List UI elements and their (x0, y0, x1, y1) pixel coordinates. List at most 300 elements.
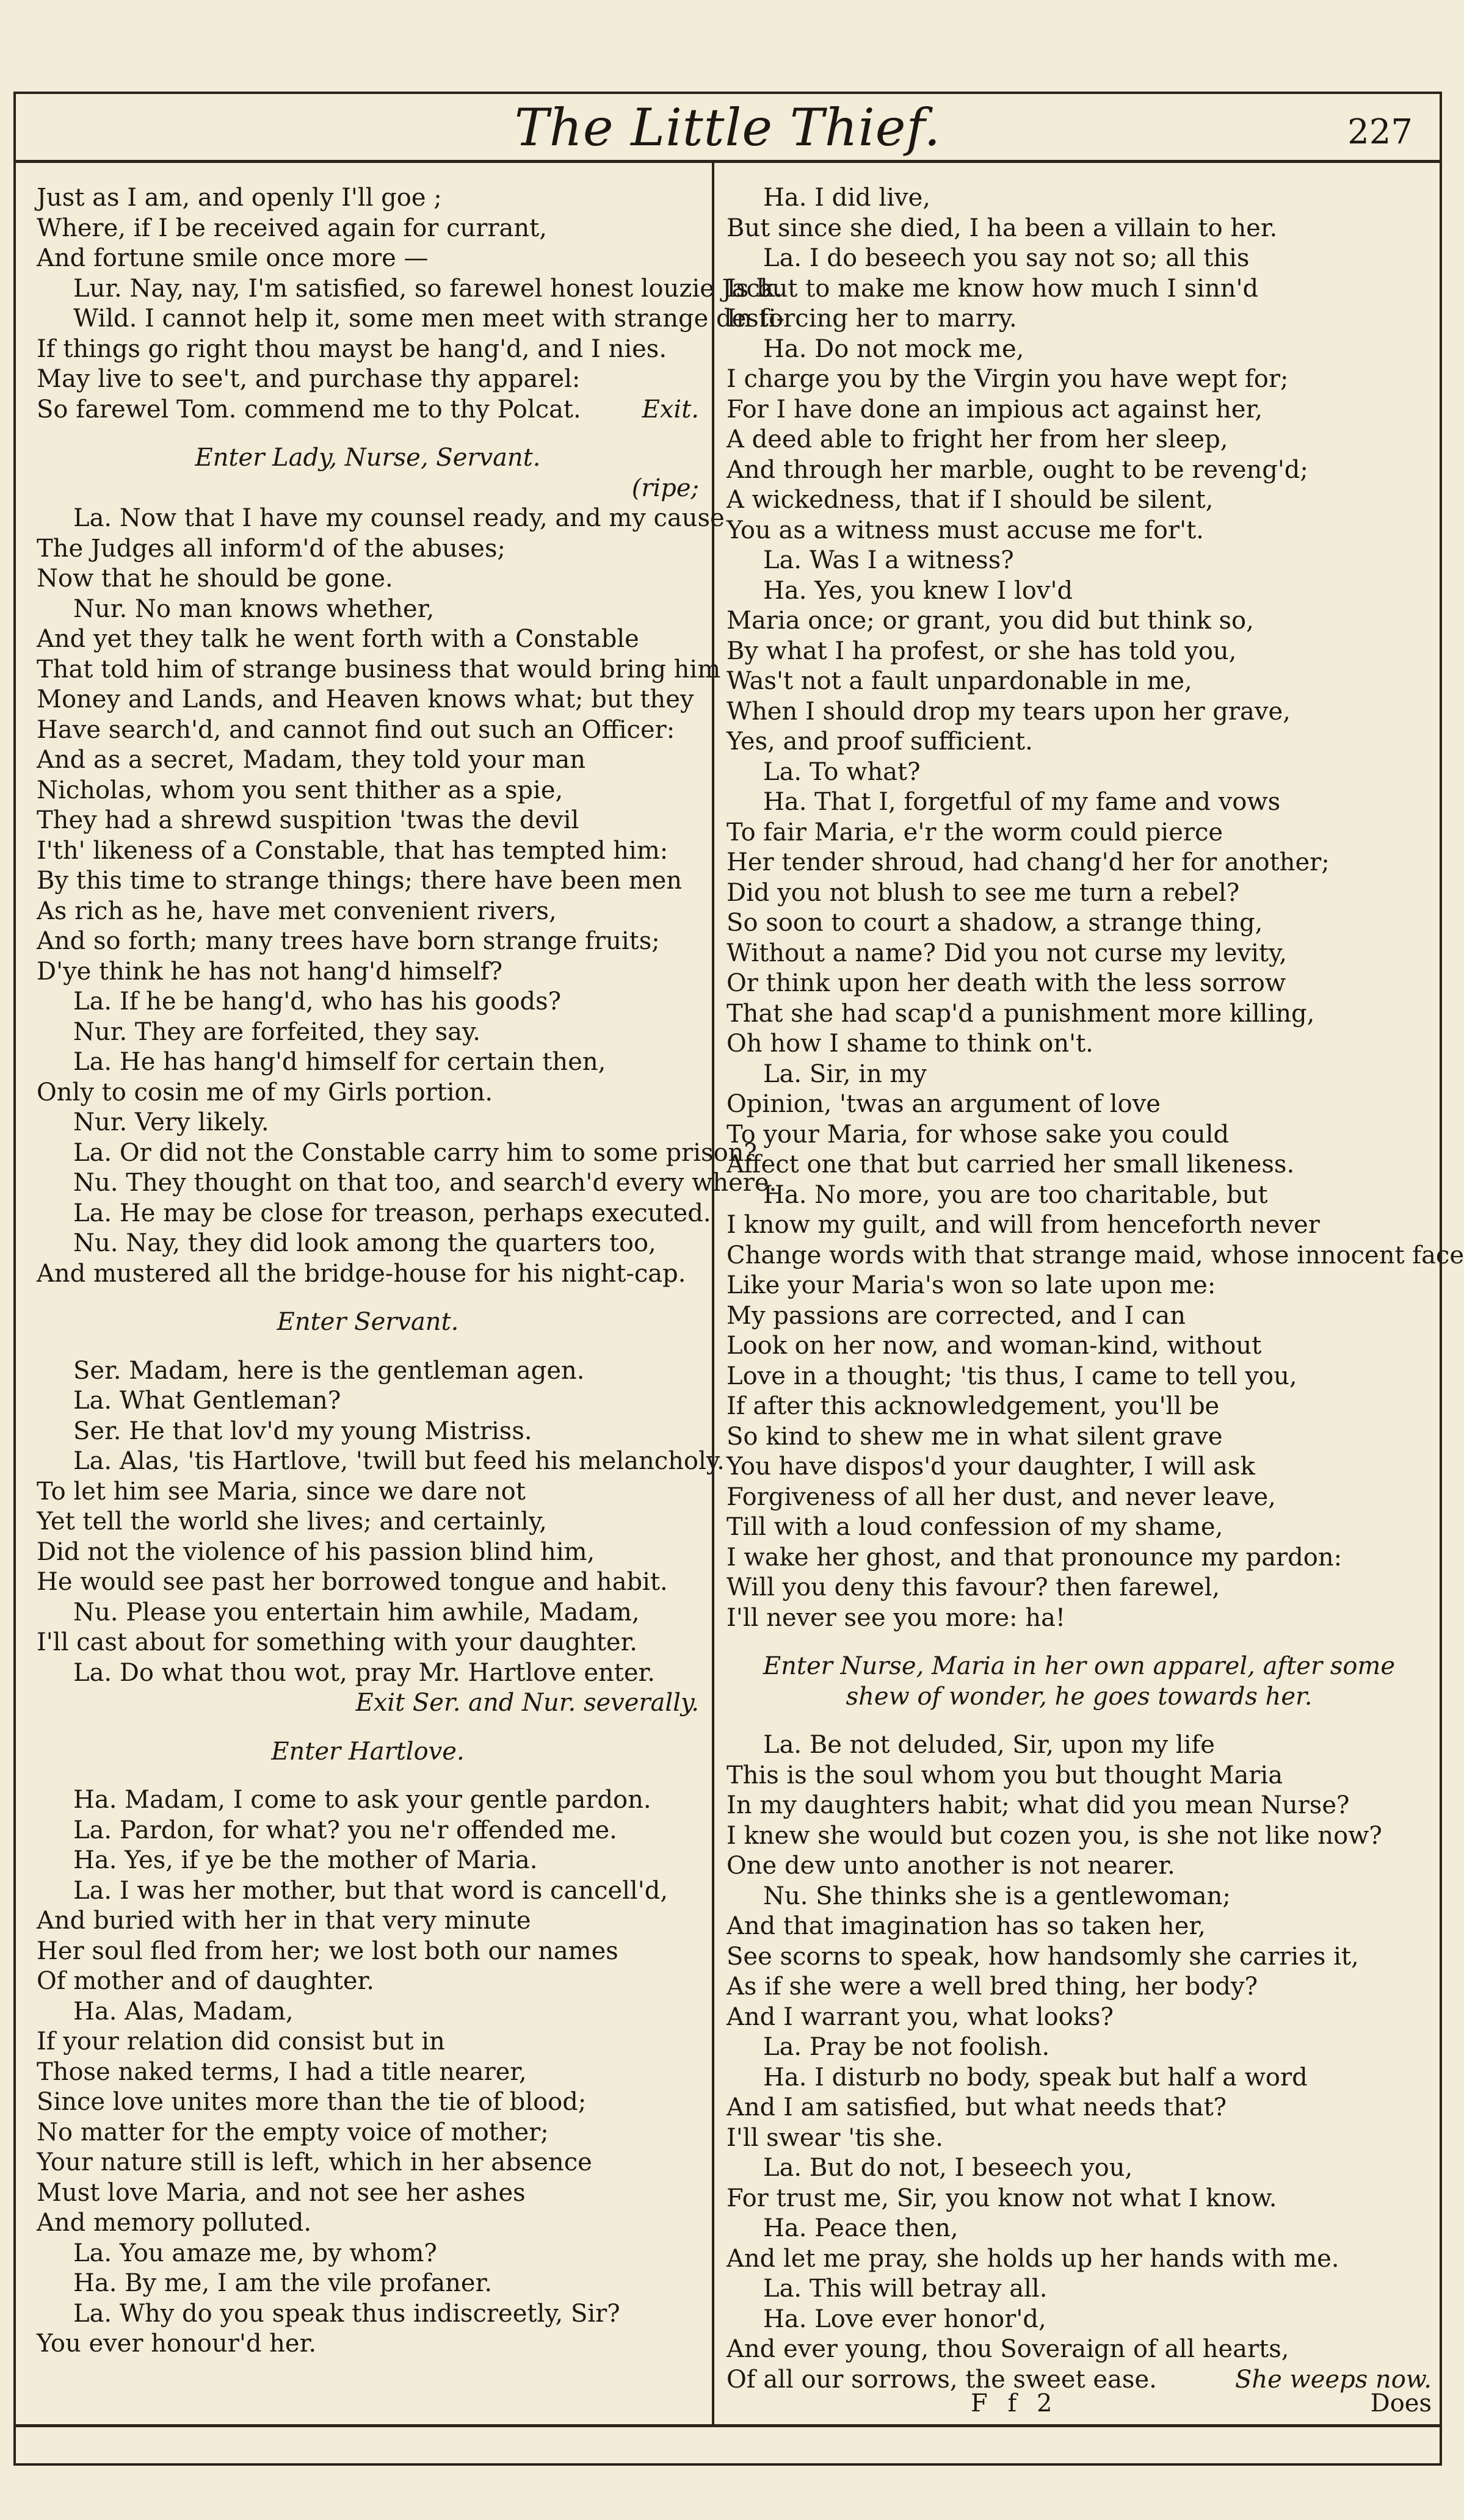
text-line (37, 1997, 699, 2027)
stage-direction-right: She weeps now. (1234, 2365, 1432, 2394)
line-text: Ser. He that lov'd my young Mistriss. (73, 1417, 532, 1445)
text-line (37, 1386, 699, 1417)
line-text: And memory polluted. (37, 2209, 312, 2237)
line-text: I charge you by the Virgin you have wept for; (727, 365, 1289, 393)
text-line (37, 1785, 699, 1816)
line-text: Money and Lands, and Heaven knows what; but they (37, 685, 694, 713)
line-text: La. Alas, 'tis Hartlove, 'twill but feed his melancholy. (73, 1447, 725, 1475)
line-text: La. You amaze me, by whom? (73, 2239, 437, 2267)
text-line (727, 1422, 1432, 1453)
text-line (727, 1512, 1432, 1543)
line-text: And through her marble, ought to be reveng'd; (727, 455, 1308, 484)
text-line (37, 395, 699, 425)
line-text: In forcing her to marry. (727, 305, 1017, 333)
text-line (37, 2239, 699, 2269)
line-text: Like your Maria's won so late upon me: (727, 1271, 1216, 1299)
line-text: Have search'd, and cannot find out such an Officer: (37, 715, 675, 744)
line-text: And mustered all the bridge-house for his night-cap. (37, 1259, 686, 1288)
text-line (727, 1180, 1432, 1211)
text-line (727, 1972, 1432, 2002)
line-text: You have dispos'd your daughter, I will ask (727, 1453, 1255, 1481)
text-line (727, 939, 1432, 969)
text-line (37, 715, 699, 746)
text-line (727, 1603, 1432, 1634)
line-text: Where, if I be received again for currant, (37, 214, 547, 242)
line-text: Just as I am, and openly I'll goe ; (37, 184, 442, 212)
line-text: And let me pray, she holds up her hands with me. (727, 2244, 1339, 2273)
running-title: The Little Thief. (514, 98, 941, 157)
text-line (37, 1966, 699, 1997)
line-text: Ha. That I, forgetful of my fame and vows (763, 788, 1281, 816)
line-text: Ha. By me, I am the vile profaner. (73, 2269, 493, 2297)
line-text: I'll never see you more: ha! (727, 1603, 1066, 1632)
text-line (37, 534, 699, 565)
line-text: La. I was her mother, but that word is cancell'd, (73, 1876, 669, 1905)
page-footer (727, 2389, 1432, 2420)
line-text: La. Pardon, for what? you ne'r offended me. (73, 1816, 617, 1844)
line-text: To your Maria, for whose sake you could (727, 1120, 1230, 1149)
line-text: And as a secret, Madam, they told your man (37, 746, 586, 774)
line-text: Ha. Do not mock me, (763, 334, 1024, 363)
line-text: I'll cast about for something with your daughter. (37, 1628, 638, 1656)
line-text: Your nature still is left, which in her absence (37, 2148, 592, 2176)
text-line (727, 1821, 1432, 1852)
line-text: But since she died, I ha been a villain to her. (727, 214, 1278, 242)
line-text: My passions are corrected, and I can (727, 1301, 1186, 1330)
text-line (37, 1229, 699, 1259)
text-line (37, 2027, 699, 2057)
line-text: Ha. Yes, if ye be the mother of Maria. (73, 1846, 538, 1874)
text-line (727, 1942, 1432, 1973)
text-line (727, 455, 1432, 486)
text-line (727, 757, 1432, 788)
text-line (727, 1912, 1432, 1942)
text-line (37, 1338, 699, 1356)
text-line (727, 334, 1432, 365)
line-text: One dew unto another is not nearer. (727, 1852, 1175, 1880)
text-line (37, 304, 785, 334)
line-text: Ha. I did live, (763, 184, 930, 212)
text-line (37, 364, 699, 395)
line-text: Love in a thought; 'tis thus, I came to tell you, (727, 1362, 1297, 1390)
line-text: And yet they talk he went forth with a Constable (37, 625, 639, 653)
line-text: You as a witness must accuse me for't. (727, 516, 1204, 544)
text-line (727, 1882, 1432, 1912)
line-text: May live to see't, and purchase thy apparel: (37, 365, 581, 393)
text-line (727, 2184, 1432, 2214)
text-line (727, 2002, 1432, 2033)
line-text: No matter for the empty voice of mother; (37, 2118, 549, 2146)
text-line (37, 1507, 699, 1537)
text-line (37, 987, 699, 1017)
line-text: Those naked terms, I had a title nearer, (37, 2057, 527, 2086)
text-line (37, 1537, 699, 1568)
text-line (37, 1477, 699, 1507)
line-text: Did not the violence of his passion blind him, (37, 1537, 595, 1566)
header-rule (13, 160, 1442, 163)
line-text: Enter Lady, Nurse, Servant. (195, 444, 541, 472)
text-line (727, 606, 1432, 637)
stage-direction-right: (ripe; (631, 474, 699, 502)
text-line (727, 1712, 1432, 1730)
line-text: Till with a loud confession of my shame, (727, 1513, 1223, 1541)
text-line (37, 776, 699, 806)
text-line (727, 1060, 1432, 1090)
text-line (727, 2123, 1432, 2154)
line-text: As rich as he, have met convenient rivers, (37, 897, 557, 925)
text-line (37, 1567, 699, 1598)
text-line (37, 1138, 757, 1169)
line-text: Ha. Madam, I come to ask your gentle pardon. (73, 1786, 651, 1814)
text-line (37, 2208, 699, 2239)
text-line (727, 1241, 1464, 1271)
line-text: If things go right thou mayst be hang'd, and I nies. (37, 334, 667, 363)
line-text: And I warrant you, what looks? (727, 2002, 1114, 2031)
line-text: And ever young, thou Soveraign of all hearts, (727, 2335, 1289, 2363)
text-line (727, 364, 1432, 395)
text-line (727, 425, 1432, 455)
line-text: When I should drop my tears upon her grave, (727, 697, 1291, 726)
line-text: Only to cosin me of my Girls portion. (37, 1078, 493, 1107)
text-line (727, 576, 1432, 607)
text-line (37, 1658, 699, 1689)
line-text: If after this acknowledgement, you'll be (727, 1392, 1220, 1420)
line-text: Is but to make me know how much I sinn'd (727, 274, 1259, 303)
line-text: Was't not a fault unpardonable in me, (727, 667, 1192, 695)
line-text: Yet tell the world she lives; and certainly, (37, 1507, 547, 1536)
text-line (37, 1017, 699, 1048)
text-line (727, 697, 1432, 727)
text-line (727, 2153, 1432, 2184)
text-line (727, 2334, 1432, 2365)
text-line (37, 2057, 699, 2088)
left-column (37, 183, 785, 2417)
text-line (727, 1392, 1432, 1422)
line-text: To let him see Maria, since we dare not (37, 1477, 526, 1506)
text-line (727, 485, 1432, 516)
line-text: Ha. Alas, Madam, (73, 1997, 294, 2026)
line-text: And I am satisfied, but what needs that? (727, 2093, 1227, 2121)
line-text: You ever honour'd her. (37, 2330, 317, 2358)
text-line (37, 926, 699, 957)
text-line (727, 274, 1432, 305)
line-text: Ser. Madam, here is the gentleman agen. (73, 1356, 585, 1385)
text-line (727, 546, 1432, 576)
text-line (727, 727, 1432, 757)
line-text: And fortune smile once more — (37, 244, 429, 272)
text-line (37, 2329, 699, 2359)
text-line (37, 2118, 699, 2148)
stage-direction (37, 1737, 699, 1767)
text-line (727, 214, 1432, 244)
line-text: Change words with that strange maid, whose innocent face (727, 1241, 1464, 1269)
line-text: I knew she would but cozen you, is she not like now? (727, 1821, 1382, 1850)
line-text: Enter Hartlove. (271, 1737, 465, 1766)
line-text: Nur. No man knows whether, (73, 594, 435, 623)
text-line (727, 848, 1432, 878)
text-line (37, 244, 699, 274)
text-line (727, 1543, 1432, 1573)
text-line (37, 1906, 699, 1937)
line-text: So farewel Tom. commend me to thy Polcat. (37, 395, 581, 424)
line-text: Ha. No more, you are too charitable, but (763, 1180, 1268, 1209)
text-line (727, 2093, 1432, 2123)
line-text: La. He has hang'd himself for certain then, (73, 1048, 606, 1076)
line-text: D'ye think he has not hang'd himself? (37, 957, 503, 986)
line-text: Affect one that but carried her small likeness. (727, 1150, 1295, 1179)
text-line (727, 666, 1432, 697)
stage-direction (37, 443, 699, 474)
line-text: Without a name? Did you not curse my levity, (727, 939, 1287, 967)
text-line (37, 2269, 699, 2299)
text-line (37, 1876, 699, 1907)
line-text: La. If he be hang'd, who has his goods? (73, 987, 562, 1016)
text-line (37, 1719, 699, 1737)
text-line (37, 1356, 699, 1387)
text-line (727, 2063, 1432, 2093)
text-line (37, 1767, 699, 1785)
text-line (727, 1791, 1432, 1821)
signature-mark: F f 2 (971, 2389, 1059, 2417)
line-text: I'll swear 'tis she. (727, 2123, 943, 2152)
line-text: Nu. She thinks she is a gentlewoman; (763, 1882, 1231, 1910)
right-column (727, 183, 1464, 2417)
line-text: And buried with her in that very minute (37, 1907, 531, 1935)
line-text: Did you not blush to see me turn a rebel? (727, 878, 1240, 907)
line-text: Her tender shroud, had chang'd her for another; (727, 848, 1330, 876)
text-line (37, 866, 699, 897)
stage-direction (727, 1682, 1432, 1713)
text-line (727, 637, 1432, 667)
text-line (37, 1846, 699, 1876)
text-line (727, 2305, 1432, 2335)
line-text: By what I ha profest, or she has told you, (727, 637, 1237, 665)
text-line (37, 334, 699, 365)
line-text: Ha. Love ever honor'd, (763, 2305, 1046, 2333)
text-line (727, 1851, 1432, 1882)
line-text: Nur. Very likely. (73, 1108, 269, 1136)
line-text: If your relation did consist but in (37, 2027, 445, 2056)
text-line (727, 787, 1432, 818)
line-text: Since love unites more than the tie of blood; (37, 2088, 587, 2116)
text-line (37, 1937, 699, 1967)
stage-direction (727, 1652, 1432, 1682)
text-line (727, 1730, 1432, 1761)
text-line (37, 564, 699, 594)
text-line (727, 1633, 1432, 1652)
line-text: That told him of strange business that would bring him (37, 655, 721, 684)
text-line (727, 1573, 1432, 1603)
text-line (727, 1331, 1432, 1362)
line-text: By this time to strange things; there have been men (37, 867, 683, 895)
text-line (727, 244, 1432, 274)
line-text: La. This will betray all. (763, 2275, 1048, 2303)
text-line (37, 2299, 699, 2330)
line-text: Nu. Please you entertain him awhile, Madam, (73, 1598, 640, 1626)
line-text: La. Sir, in my (763, 1060, 927, 1088)
text-line (727, 818, 1432, 848)
line-text: Ha. Yes, you knew I lov'd (763, 576, 1073, 605)
line-text: Oh how I shame to think on't. (727, 1030, 1093, 1058)
text-line (37, 2178, 699, 2209)
text-line (727, 878, 1432, 909)
text-line (727, 1029, 1432, 1060)
text-line (727, 183, 1432, 214)
text-line (727, 1761, 1432, 1791)
running-header (13, 92, 1442, 159)
text-line (727, 1301, 1432, 1332)
line-text: La. To what? (763, 757, 921, 786)
line-text: La. I do beseech you say not so; all this (763, 244, 1250, 272)
text-line (37, 1417, 699, 1447)
line-text: La. But do not, I beseech you, (763, 2154, 1133, 2182)
line-text: He would see past her borrowed tongue and habit. (37, 1568, 668, 1596)
line-text: Or think upon her death with the less sorrow (727, 969, 1286, 997)
line-text: La. Was I a witness? (763, 546, 1014, 574)
text-line (727, 1271, 1432, 1301)
stage-direction-right: Exit. (642, 395, 699, 424)
text-line (727, 1210, 1432, 1241)
line-text: In my daughters habit; what did you mean Nurse? (727, 1791, 1350, 1819)
line-text: La. Pray be not foolish. (763, 2033, 1050, 2061)
stage-direction (37, 1307, 699, 1338)
line-text: See scorns to speak, how handsomly she carries it, (727, 1942, 1359, 1971)
text-line (37, 685, 699, 715)
line-text: Wild. I cannot help it, some men meet with strange desti- (73, 305, 785, 333)
line-text: And that imagination has so taken her, (727, 1912, 1206, 1940)
text-line (37, 1259, 699, 1290)
line-text: Look on her now, and woman-kind, without (727, 1332, 1262, 1360)
line-text: Nur. They are forfeited, they say. (73, 1017, 480, 1046)
text-line (37, 1078, 699, 1108)
line-text: La. What Gentleman? (73, 1387, 341, 1415)
line-text: Nicholas, whom you sent thither as a spie, (37, 776, 563, 804)
line-text: Forgiveness of all her dust, and never leave, (727, 1482, 1276, 1511)
line-text: I know my guilt, and will from henceforth never (727, 1211, 1320, 1239)
line-text: Enter Servant. (277, 1308, 459, 1336)
line-text: So soon to court a shadow, a strange thing, (727, 909, 1263, 937)
line-text: Her soul fled from her; we lost both our names (37, 1937, 618, 1965)
line-text: A wickedness, that if I should be silent, (727, 486, 1214, 514)
line-text: This is the soul whom you but thought Maria (727, 1761, 1283, 1789)
text-line (37, 1628, 699, 1658)
text-line (727, 999, 1432, 1030)
text-line (727, 969, 1432, 999)
text-line (37, 655, 721, 685)
line-text: Opinion, 'twas an argument of love (727, 1090, 1161, 1118)
text-line (727, 1150, 1432, 1180)
text-line (727, 2214, 1432, 2244)
line-text: Of mother and of daughter. (37, 1967, 374, 1995)
text-line (37, 214, 699, 244)
text-line (37, 836, 699, 867)
text-line (727, 1362, 1432, 1392)
line-text: shew of wonder, he goes towards her. (846, 1682, 1313, 1711)
line-text: Enter Nurse, Maria in her own apparel, after some (763, 1652, 1396, 1680)
line-text: Nu. Nay, they did look among the quarters too, (73, 1229, 656, 1257)
line-text: La. Why do you speak thus indiscreetly, Sir? (73, 2299, 620, 2328)
line-text: For I have done an impious act against her, (727, 395, 1263, 424)
text-line (37, 1816, 699, 1846)
page-number: 227 (1347, 112, 1413, 152)
text-line (37, 183, 699, 214)
line-text: The Judges all inform'd of the abuses; (37, 534, 506, 563)
text-line (37, 1199, 711, 1229)
line-text: La. Do what thou wot, pray Mr. Hartlove enter. (73, 1658, 655, 1687)
text-line (37, 474, 699, 504)
text-line (37, 1047, 699, 1078)
text-line (727, 1120, 1432, 1150)
text-line (37, 1289, 699, 1307)
catchword: Does (1370, 2389, 1432, 2417)
line-text: Ha. Peace then, (763, 2214, 958, 2242)
text-line (37, 1446, 725, 1477)
line-text: And so forth; many trees have born strange fruits; (37, 927, 660, 955)
line-text: To fair Maria, e'r the worm could pierce (727, 818, 1223, 847)
line-text: Yes, and proof sufficient. (727, 727, 1033, 756)
text-line (727, 908, 1432, 939)
line-text: Nu. They thought on that too, and search'd every where. (73, 1169, 777, 1197)
line-text: Will you deny this favour? then farewel, (727, 1573, 1220, 1601)
line-text: As if she were a well bred thing, her body? (727, 1973, 1258, 2001)
line-text: Now that he should be gone. (37, 565, 393, 593)
text-line (37, 1688, 699, 1719)
text-line (37, 425, 699, 443)
footer-rule (13, 2424, 1442, 2427)
line-text: La. He may be close for treason, perhaps executed. (73, 1199, 711, 1227)
text-line (37, 594, 699, 625)
text-line (727, 1089, 1432, 1120)
line-text: La. Be not deluded, Sir, upon my life (763, 1731, 1215, 1759)
line-text: A deed able to fright her from her sleep, (727, 425, 1228, 453)
text-line (727, 395, 1432, 425)
line-text: They had a shrewd suspition 'twas the devil (37, 806, 579, 834)
line-text: I'th' likeness of a Constable, that has tempted him: (37, 836, 669, 865)
text-line (37, 1168, 777, 1199)
text-line (37, 2148, 699, 2178)
text-line (727, 304, 1432, 334)
text-line (727, 2244, 1432, 2275)
line-text: Ha. I disturb no body, speak but half a word (763, 2063, 1308, 2092)
line-text: Maria once; or grant, you did but think so, (727, 607, 1254, 635)
text-line (727, 1452, 1432, 1482)
line-text: Must love Maria, and not see her ashes (37, 2178, 526, 2207)
text-line (727, 516, 1432, 546)
line-text: La. Now that I have my counsel ready, and my cause (73, 504, 725, 532)
text-line (727, 2032, 1432, 2063)
line-text: I wake her ghost, and that pronounce my pardon: (727, 1543, 1343, 1572)
line-text: Of all our sorrows, the sweet ease. (727, 2365, 1157, 2394)
text-line (37, 897, 699, 927)
text-line (37, 504, 725, 534)
line-text: So kind to shew me in what silent grave (727, 1422, 1223, 1451)
text-line (37, 957, 699, 987)
text-line (727, 1482, 1432, 1513)
text-line (37, 1598, 699, 1628)
line-text: La. Or did not the Constable carry him to some prison? (73, 1138, 757, 1167)
text-line (37, 2087, 699, 2118)
text-line (37, 624, 699, 655)
line-text: That she had scap'd a punishment more killing, (727, 999, 1315, 1028)
text-line (37, 1108, 699, 1138)
text-line (37, 745, 699, 776)
line-text: For trust me, Sir, you know not what I know. (727, 2184, 1277, 2212)
text-line (727, 2274, 1432, 2305)
text-line (37, 274, 783, 305)
text-line (37, 806, 699, 836)
column-divider (712, 160, 714, 2424)
line-text: Lur. Nay, nay, I'm satisfied, so farewel honest louzie Jack. (73, 274, 783, 303)
